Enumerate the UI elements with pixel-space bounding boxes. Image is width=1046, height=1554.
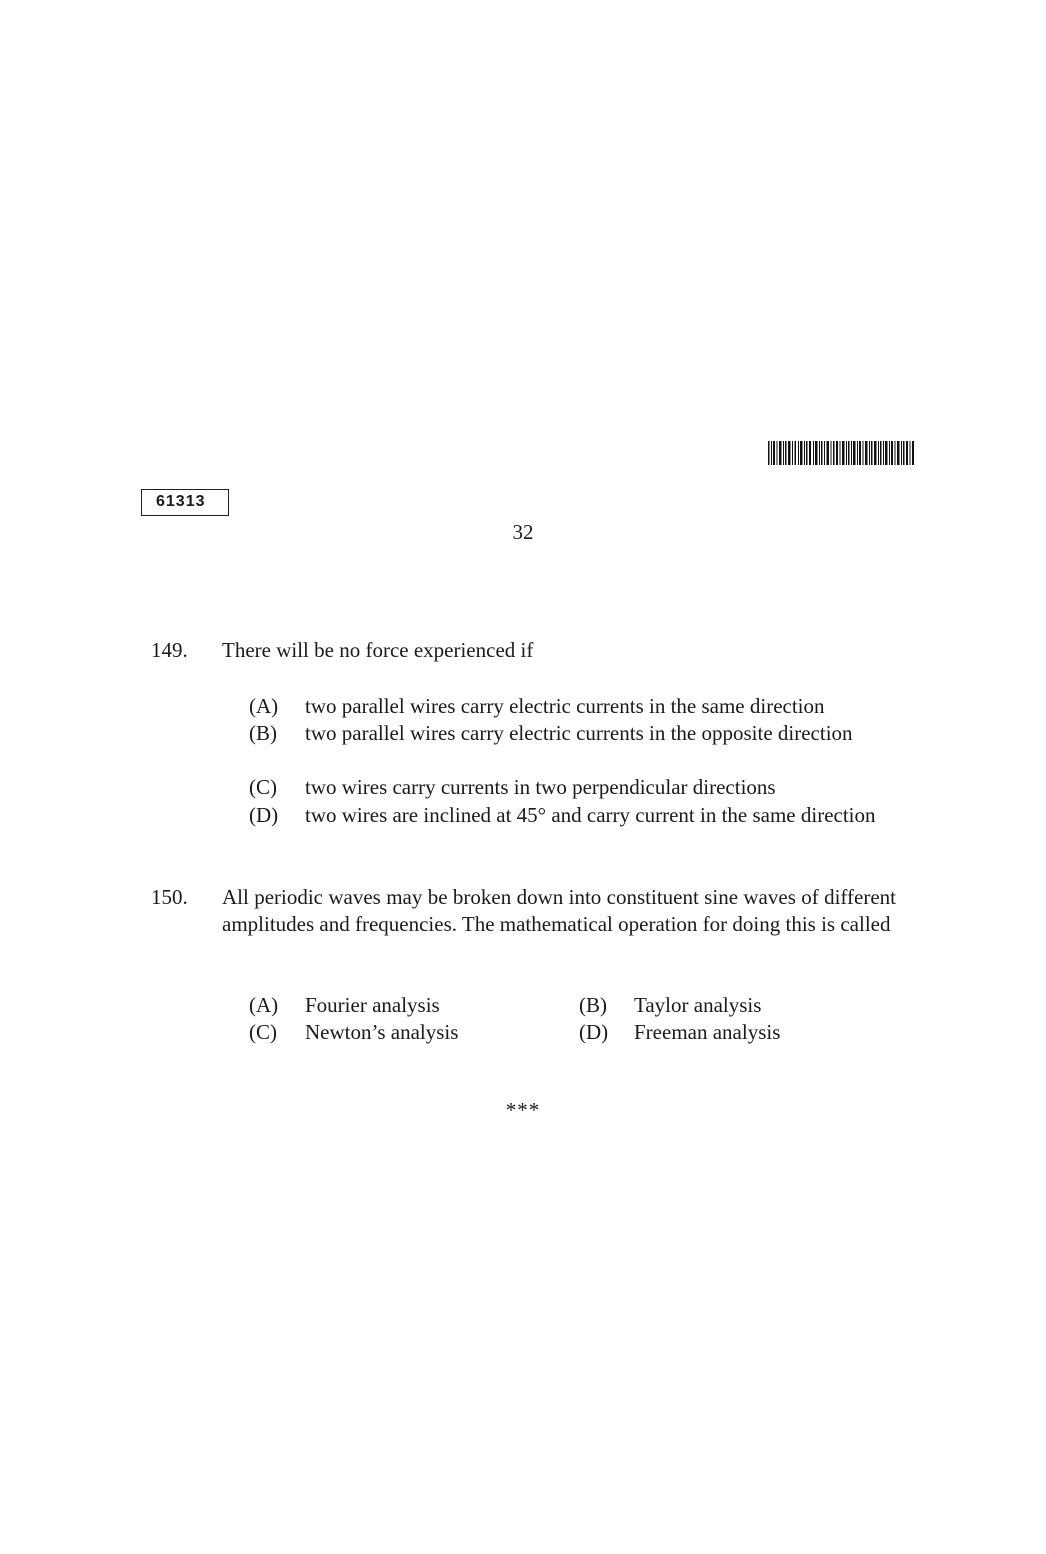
option-label: (D): [579, 1020, 609, 1044]
option-label: (D): [249, 803, 279, 827]
option-label: (B): [579, 993, 607, 1017]
option-label: (C): [249, 775, 277, 799]
question-text: All periodic waves may be broken down into constituent sine waves of different amplitudes and frequencies. The mathematical operation for doing this is called: [222, 885, 896, 936]
option-label: (A): [249, 993, 279, 1017]
option-label: (B): [249, 721, 277, 745]
option-text: Taylor analysis: [634, 993, 762, 1017]
option-label: (C): [249, 1020, 277, 1044]
option-text: two wires are inclined at 45° and carry current in the same direction: [305, 803, 876, 827]
option-text: two parallel wires carry electric currents in the same direction: [305, 694, 825, 718]
barcode: [768, 441, 914, 465]
question-number: 149.: [151, 638, 188, 662]
question-number: 150.: [151, 885, 188, 909]
option-text: Fourier analysis: [305, 993, 440, 1017]
option-text: two wires carry currents in two perpendicular directions: [305, 775, 776, 799]
option-label: (A): [249, 694, 279, 718]
page-number: 32: [512, 520, 534, 544]
option-text: Newton’s analysis: [305, 1020, 459, 1044]
question-text: There will be no force experienced if: [222, 638, 534, 662]
paper-code-box: 61313: [141, 489, 229, 516]
option-text: two parallel wires carry electric currents in the opposite direction: [305, 721, 853, 745]
end-mark: ***: [505, 1098, 541, 1122]
option-text: Freeman analysis: [634, 1020, 781, 1044]
